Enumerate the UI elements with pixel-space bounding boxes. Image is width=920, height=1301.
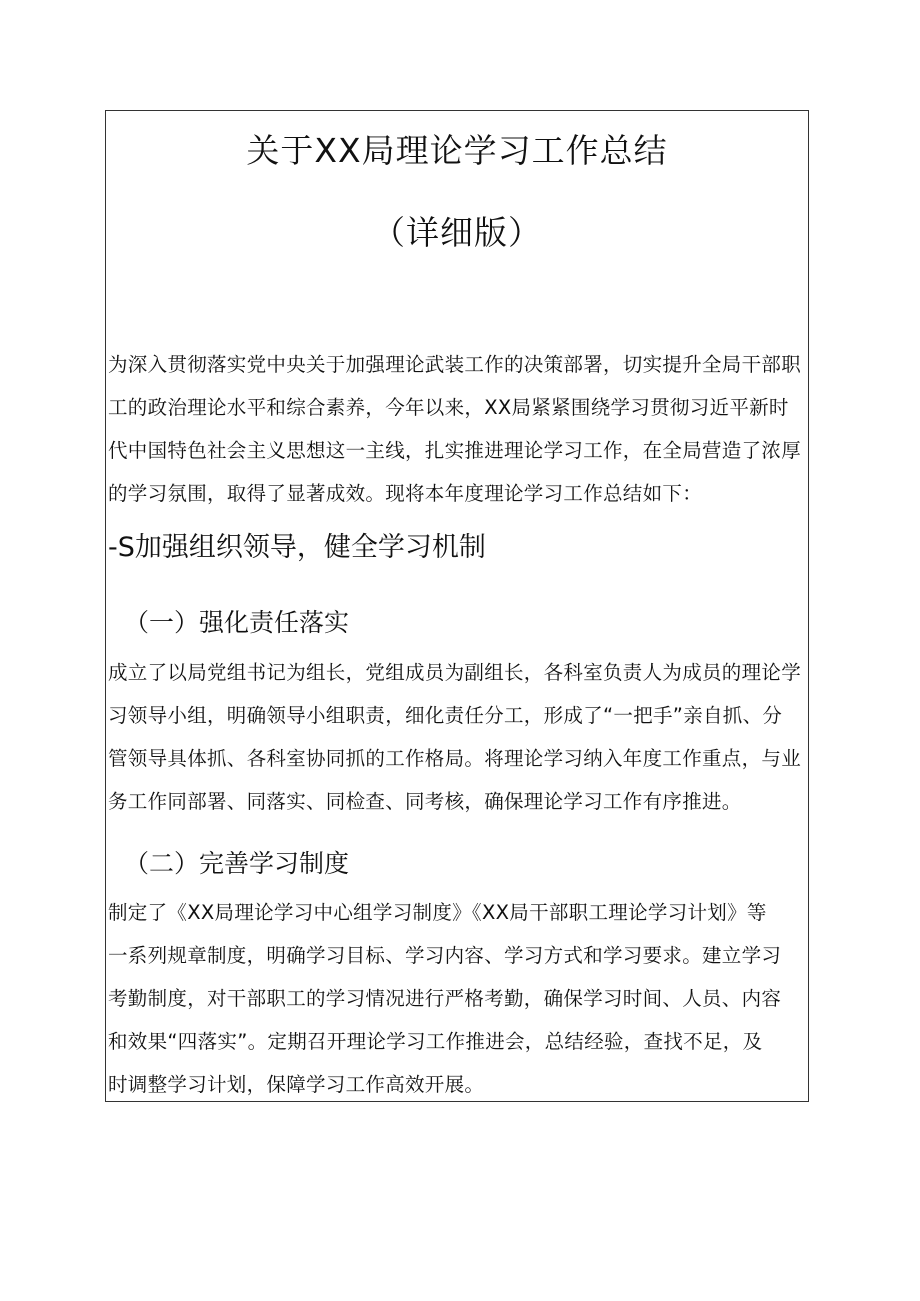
paragraph-line: 一系列规章制度，明确学习目标、学习内容、学习方式和学习要求。建立学习 xyxy=(108,944,782,967)
subsection-paragraph-2 xyxy=(108,891,810,1106)
document-title: 关于XX局理论学习工作总结 xyxy=(246,131,668,170)
intro-paragraph xyxy=(108,343,810,515)
paragraph-line: 的学习氛围，取得了显著成效。现将本年度理论学习工作总结如下： xyxy=(108,482,703,505)
paragraph-line: 时调整学习计划，保障学习工作高效开展。 xyxy=(108,1073,485,1096)
paragraph-line: 和效果“四落实”。定期召开理论学习工作推进会，总结经验，查找不足，及 xyxy=(108,1030,763,1053)
paragraph-line: 代中国特色社会主义思想这一主线，扎实推进理论学习工作，在全局营造了浓厚 xyxy=(108,439,802,462)
paragraph-line: 为深入贯彻落实党中央关于加强理论武装工作的决策部署，切实提升全局干部职 xyxy=(108,353,802,376)
subsection-heading-2: （二）完善学习制度 xyxy=(124,849,350,878)
paragraph-line: 工的政治理论水平和综合素养，今年以来，XX局紧紧围绕学习贯彻习近平新时 xyxy=(108,396,789,419)
paragraph-line: 管领导具体抓、各科室协同抓的工作格局。将理论学习纳入年度工作重点，与业 xyxy=(108,747,802,770)
paragraph-line: 务工作同部署、同落实、同检查、同考核，确保理论学习工作有序推进。 xyxy=(108,790,742,813)
paragraph-line: 成立了以局党组书记为组长，党组成员为副组长，各科室负责人为成员的理论学 xyxy=(108,661,802,684)
paragraph-line: 考勤制度，对干部职工的学习情况进行严格考勤，确保学习时间、人员、内容 xyxy=(108,987,782,1010)
document-frame xyxy=(105,110,809,1102)
subsection-heading-1: （一）强化责任落实 xyxy=(124,608,350,637)
subsection-paragraph-1 xyxy=(108,651,810,823)
section-heading: -S加强组织领导，健全学习机制 xyxy=(108,532,486,563)
paragraph-line: 习领导小组，明确领导小组职责，细化责任分工，形成了“一把手”亲自抓、分 xyxy=(108,704,783,727)
paragraph-line: 制定了《XX局理论学习中心组学习制度》《XX局干部职工理论学习计划》等 xyxy=(108,901,767,924)
document-subtitle: （详细版） xyxy=(372,213,542,252)
